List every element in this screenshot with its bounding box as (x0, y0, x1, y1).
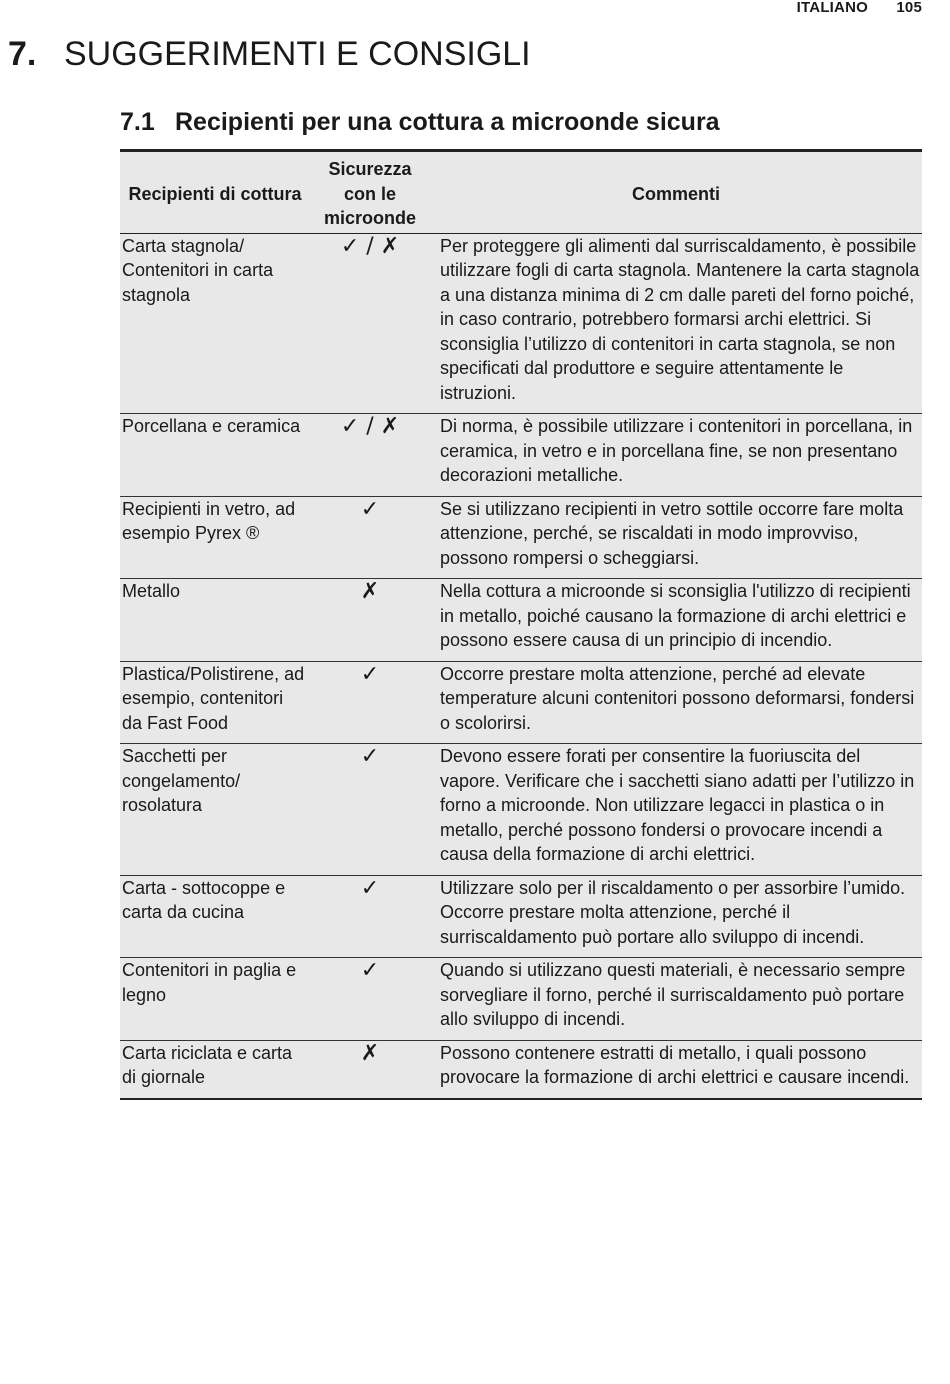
table-row (120, 661, 922, 744)
safety-mark: ✓ / ✗ (340, 414, 400, 439)
material-cell: Recipienti in vetro, ad esempio Pyrex ® (122, 498, 296, 543)
table-row (120, 233, 922, 414)
table-header-row (120, 151, 922, 234)
cookware-table-container (120, 149, 922, 1100)
chapter-title: SUGGERIMENTI E CONSIGLI (64, 35, 531, 73)
material-cell: Carta riciclata e carta di giornale (122, 1042, 293, 1087)
table-row (120, 958, 922, 1041)
header-language: ITALIANO (796, 0, 868, 16)
material-cell: Sacchetti per congelamento/ rosolatura (122, 746, 241, 815)
header-comments: Commenti (631, 183, 720, 204)
safety-mark: ✓ (360, 496, 380, 522)
comment-cell: Quando si utilizzano questi materiali, è necessario sempre sorvegliare il forno, perché il surriscaldamento può portare allo sviluppo di incendi. (440, 960, 906, 1029)
table-row (120, 496, 922, 579)
chapter-heading (8, 33, 531, 75)
safety-mark: ✓ (360, 661, 380, 687)
comment-cell: Se si utilizzano recipienti in vetro sottile occorre fare molta attenzione, perché, se riscaldati in modo improvviso, possono rompersi o scheggiarsi. (440, 498, 904, 568)
safety-mark: ✓ (360, 875, 380, 901)
comment-cell: Per proteggere gli alimenti dal surriscaldamento, è possibile utilizzare fogli di carta stagnola. Mantenere la carta stagnola a una distanza minima di 2 cm dalle pareti del forno poiché, in caso contrario, potrebbero formarsi archi elettrici. Si sconsiglia l’utilizzo di contenitori in carta stagnola, se non specificati dal produttore e seguire attentamente le istruzioni. (440, 235, 920, 403)
section-title: Recipienti per una cottura a microonde sicura (175, 108, 720, 136)
material-cell: Carta - sottocoppe e carta da cucina (122, 877, 286, 922)
comment-cell: Occorre prestare molta attenzione, perché ad elevate temperature alcuni contenitori possono deformarsi, fondersi o scolorirsi. (440, 663, 915, 733)
comment-cell: Di norma, è possibile utilizzare i contenitori in porcellana, in ceramica, in vetro e in porcellana fine, se non presentano decorazioni metalliche. (440, 416, 913, 485)
header-safety: Sicurezza con le microonde (323, 159, 416, 228)
material-cell: Porcellana e ceramica (122, 416, 301, 436)
safety-mark: ✓ (360, 958, 380, 983)
comment-cell: Devono essere forati per consentire la fuoriuscita del vapore. Verificare che i sacchetti siano adatti per l’utilizzo in forno a microonde. Non utilizzare legacci in plastica o in metallo, perché possono fondersi o provocare incendi a causa della formazione di archi elettrici. (440, 746, 915, 864)
safety-mark: ✓ / ✗ (340, 233, 400, 259)
table-row (120, 744, 922, 876)
material-cell: Contenitori in paglia e legno (122, 960, 297, 1005)
page-number: 105 (896, 0, 922, 16)
table-row (120, 875, 922, 958)
safety-mark: ✗ (360, 579, 380, 604)
comment-cell: Nella cottura a microonde si sconsiglia l'utilizzo di recipienti in metallo, poiché causano la formazione di archi elettrici e possono essere causa di un principio di incendio. (440, 581, 911, 650)
safety-mark: ✗ (360, 1040, 380, 1066)
section-number: 7.1 (120, 108, 155, 136)
table-row (120, 414, 922, 497)
comment-cell: Utilizzare solo per il riscaldamento o per assorbire l’umido. Occorre prestare molta attenzione, perché il surriscaldamento può portare allo sviluppo di incendi. (440, 877, 906, 947)
cookware-safety-table (120, 149, 922, 1100)
safety-mark: ✓ (360, 744, 380, 769)
material-cell: Carta stagnola/ Contenitori in carta stagnola (122, 235, 274, 305)
material-cell: Plastica/Polistirene, ad esempio, contenitori da Fast Food (122, 663, 305, 733)
running-header (797, 0, 922, 16)
comment-cell: Possono contenere estratti di metallo, i quali possono provocare la formazione di archi elettrici e causare incendi. (440, 1042, 910, 1087)
table-row (120, 579, 922, 662)
section-heading (120, 105, 720, 139)
header-material: Recipienti di cottura (128, 183, 302, 204)
table-row (120, 1040, 922, 1099)
chapter-number: 7. (8, 35, 37, 73)
material-cell: Metallo (122, 581, 181, 601)
